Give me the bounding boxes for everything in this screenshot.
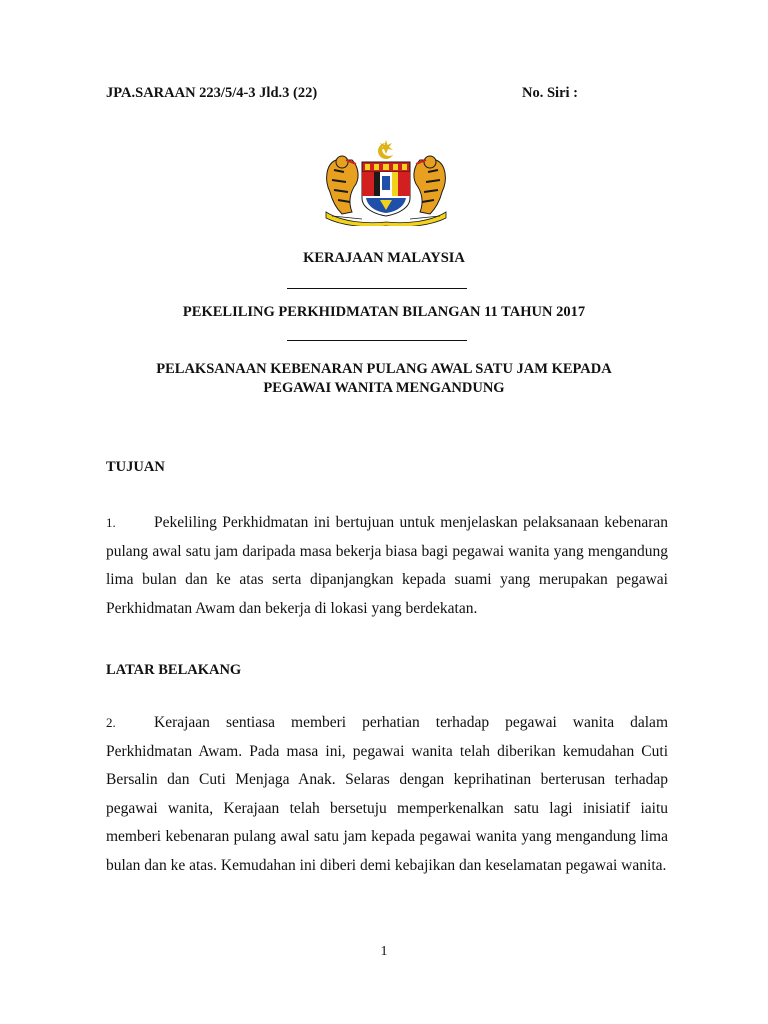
government-title: KERAJAAN MALAYSIA xyxy=(303,250,465,266)
title-divider xyxy=(287,288,467,289)
paragraph-number: 1. xyxy=(106,515,116,530)
serial-number-label: No. Siri : xyxy=(522,85,578,101)
paragraph-number: 2. xyxy=(106,715,116,730)
subject-line: PELAKSANAAN KEBENARAN PULANG AWAL SATU JAM KEPADA xyxy=(156,361,612,377)
circular-subject xyxy=(0,360,768,398)
title-divider xyxy=(287,340,467,341)
page-number: 1 xyxy=(380,944,388,959)
subject-line: PEGAWAI WANITA MENGANDUNG xyxy=(263,380,505,396)
section-heading-tujuan: TUJUAN xyxy=(106,459,165,475)
paragraph-text: Kerajaan sentiasa memberi perhatian terhadap pegawai wanita dalam Perkhidmatan Awam. Pada masa ini, pegawai wanita telah diberikan kemudahan Cuti Bersalin dan Cuti Menjaga Anak. Selaras dengan keprihatinan berterusan terhadap pegawai wanita, Kerajaan telah bersetuju memperkenalkan satu lagi inisiatif iaitu memberi kebenaran pulang awal satu jam kepada pegawai wanita yang mengandung lima bulan dan ke atas. Kemudahan ini diberi demi kebajikan dan keselamatan pegawai wanita. xyxy=(106,714,668,874)
section-heading-latar-belakang: LATAR BELAKANG xyxy=(106,662,242,678)
malaysia-coat-of-arms-icon xyxy=(322,140,450,226)
paragraph-2 xyxy=(106,709,668,880)
paragraph-1 xyxy=(106,509,668,623)
paragraph-text: Pekeliling Perkhidmatan ini bertujuan untuk menjelaskan pelaksanaan kebenaran pulang awal satu jam daripada masa bekerja biasa bagi pegawai wanita yang mengandung lima bulan dan ke atas serta dipanjangkan kepada suami yang merupakan pegawai Perkhidmatan Awam dan bekerja di lokasi yang berdekatan. xyxy=(106,514,668,617)
circular-title: PEKELILING PERKHIDMATAN BILANGAN 11 TAHUN 2017 xyxy=(182,304,586,320)
reference-number: JPA.SARAAN 223/5/4-3 Jld.3 (22) xyxy=(106,85,318,101)
